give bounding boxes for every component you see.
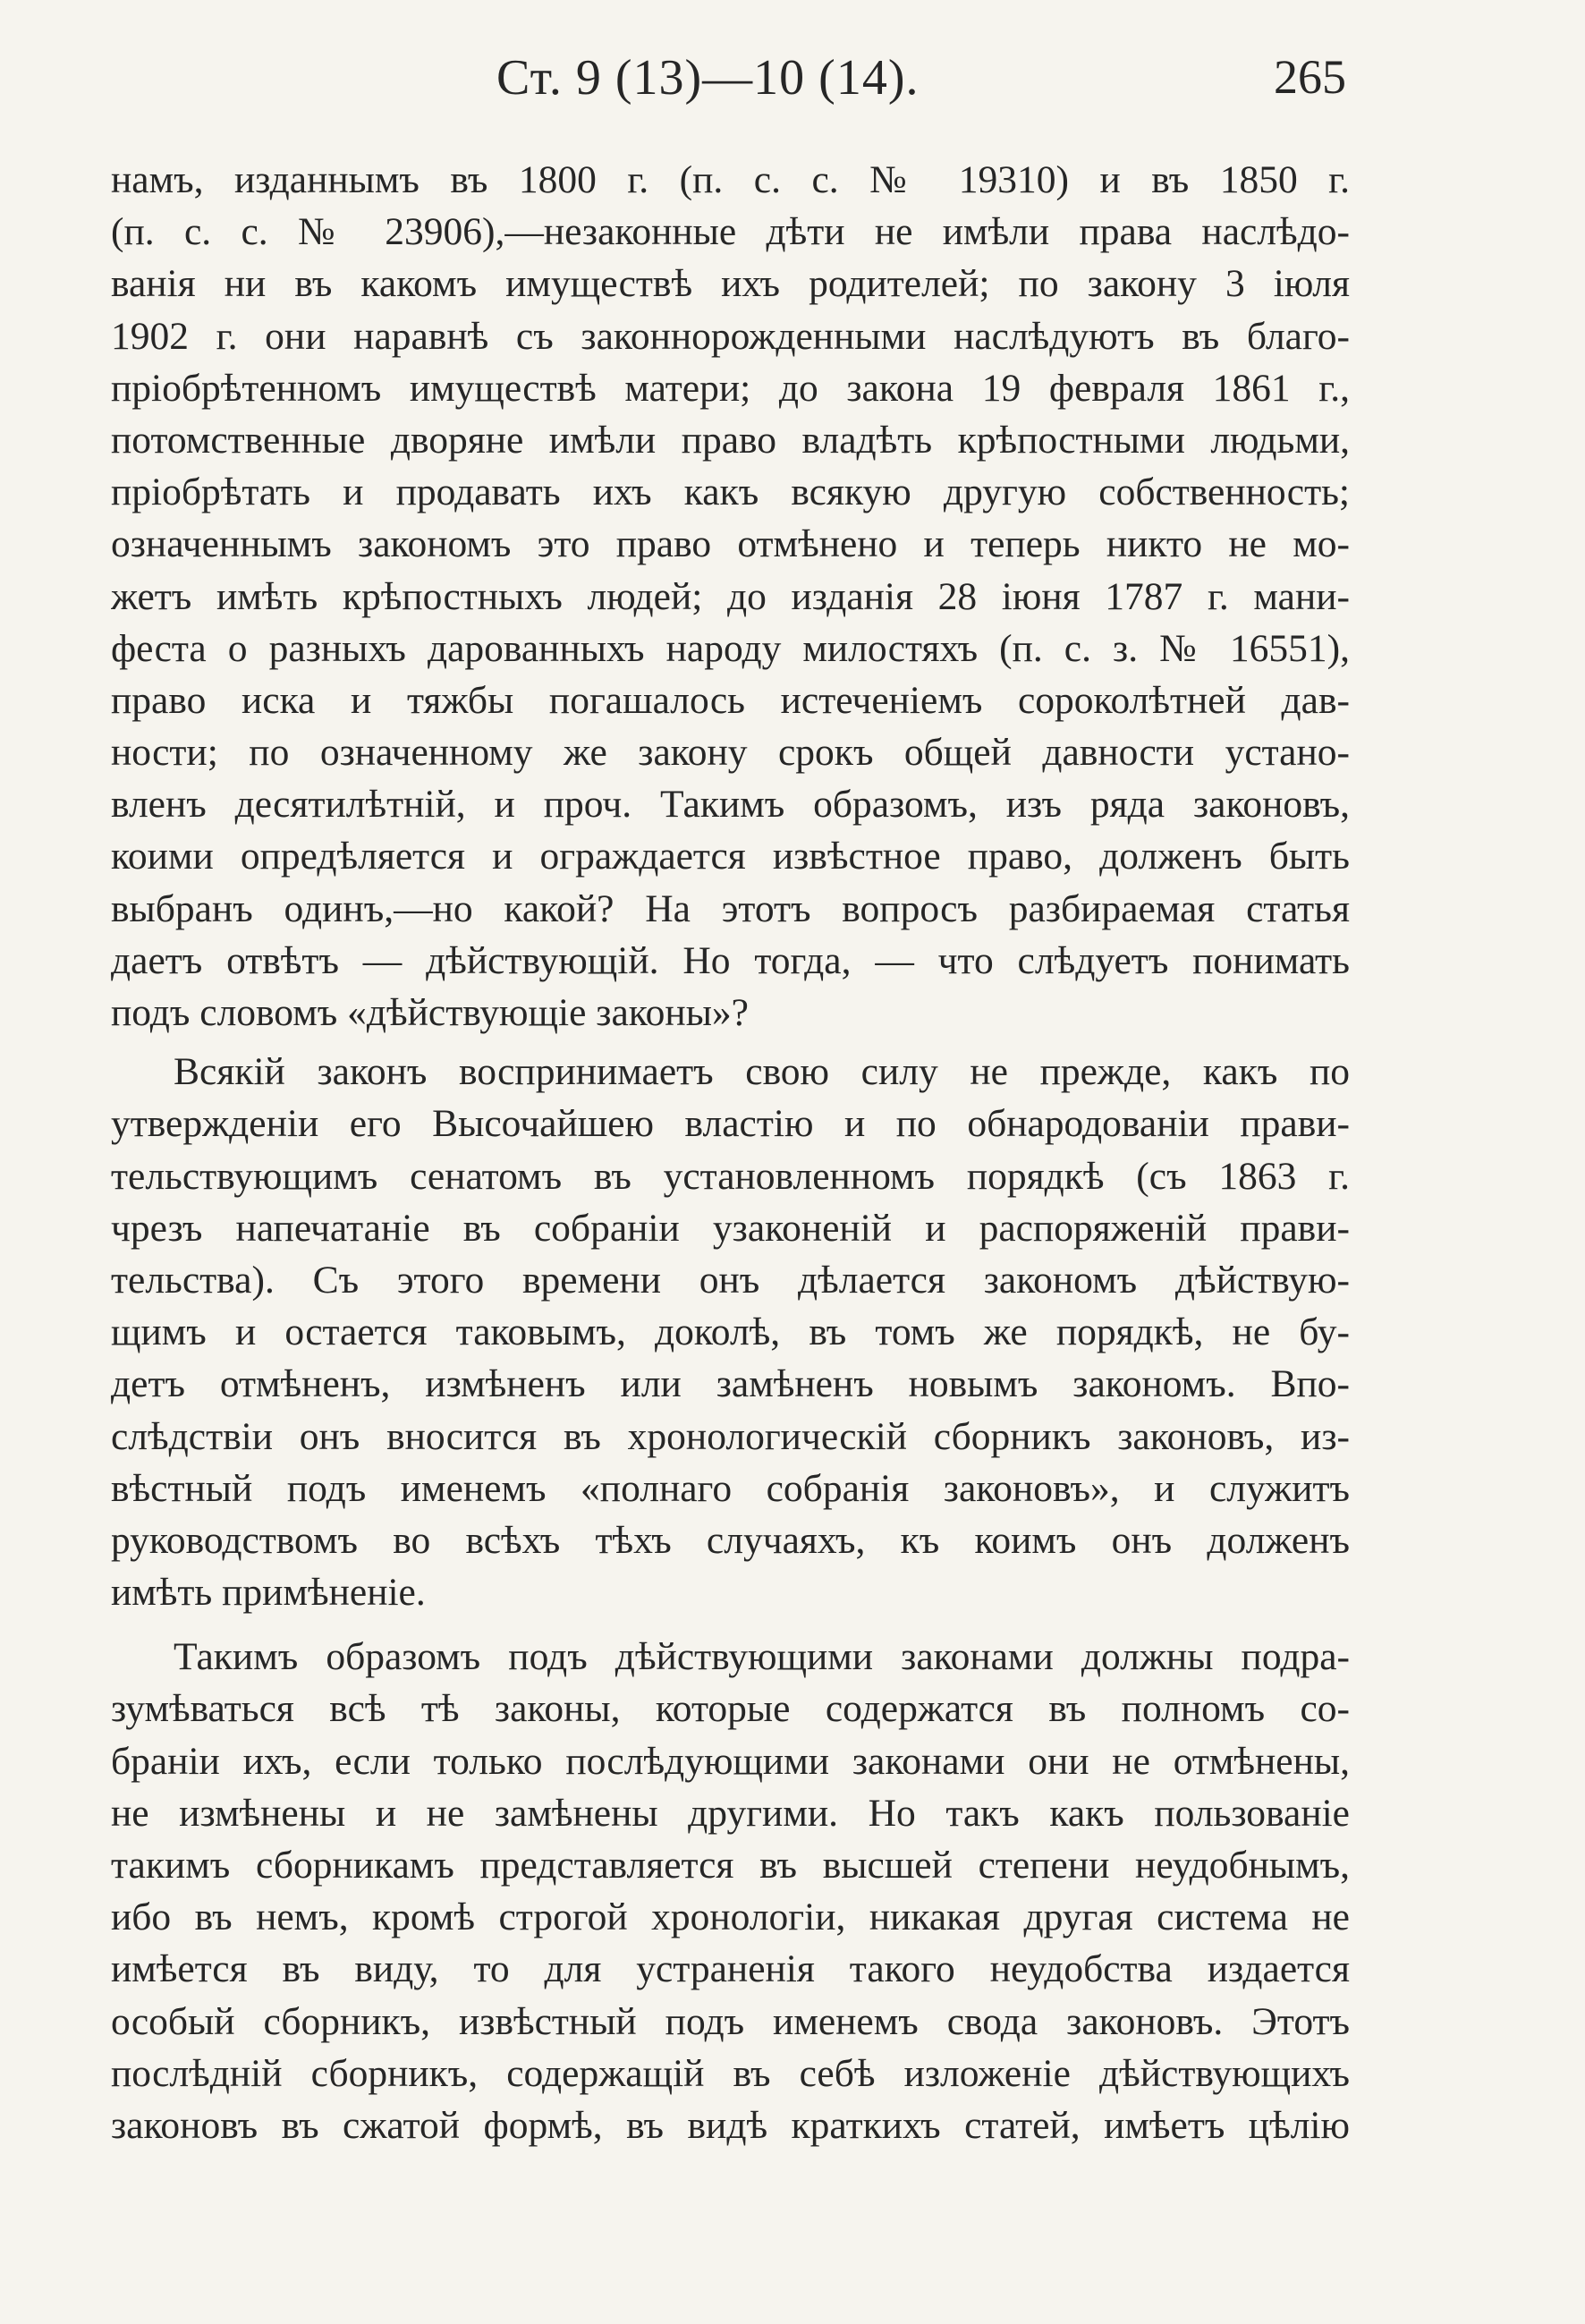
- text-line: даетъ отвѣтъ — дѣйствующій. Но тогда, — что слѣдуетъ понимать: [111, 938, 1350, 982]
- running-title: Ст. 9 (13)—10 (14).: [496, 50, 920, 106]
- text-line: зумѣваться всѣ тѣ законы, которые содержатся въ полномъ со-: [111, 1687, 1350, 1731]
- paragraph-2: [111, 1046, 1350, 1618]
- text-line: жетъ имѣть крѣпостныхъ людей; до изданія 28 іюня 1787 г. мани-: [111, 574, 1350, 618]
- text-line: ности; по означенному же закону срокъ общей давности устано-: [111, 731, 1350, 775]
- text-line: такимъ сборникамъ представляется въ высшей степени неудобнымъ,: [111, 1844, 1350, 1887]
- text-line: слѣдствіи онъ вносится въ хронологическій сборникъ законовъ, из-: [111, 1414, 1350, 1458]
- text-line: имѣть примѣненіе.: [111, 1571, 426, 1615]
- text-line: щимъ и остается таковымъ, доколѣ, въ томъ же порядкѣ, не бу-: [111, 1310, 1350, 1354]
- text-line: 1902 г. они наравнѣ съ законнорожденными наслѣдуютъ въ благо-: [111, 314, 1350, 358]
- text-line: пріобрѣтать и продавать ихъ какъ всякую другую собственность;: [111, 471, 1350, 514]
- text-line: законовъ въ сжатой формѣ, въ видѣ краткихъ статей, имѣетъ цѣлію: [111, 2103, 1350, 2147]
- text-line: (п. с. с. № 23906),—незаконные дѣти не имѣли права наслѣдо-: [111, 210, 1350, 254]
- text-line: руководствомъ во всѣхъ тѣхъ случаяхъ, къ коимъ онъ долженъ: [111, 1518, 1350, 1562]
- paragraph-1: [111, 154, 1350, 1039]
- paragraph-3: [111, 1631, 1350, 2151]
- text-line: браніи ихъ, если только послѣдующими законами они не отмѣнены,: [111, 1739, 1350, 1783]
- text-line: имѣется въ виду, то для устраненія такого неудобства издается: [111, 1947, 1350, 1991]
- text-line: подъ словомъ «дѣйствующіе законы»?: [111, 991, 749, 1034]
- text-line: коими опредѣляется и ограждается извѣстное право, долженъ быть: [111, 835, 1350, 878]
- text-line: выбранъ одинъ,—но какой? На этотъ вопросъ разбираемая статья: [111, 886, 1350, 930]
- text-line: феста о разныхъ дарованныхъ народу милостяхъ (п. с. з. № 16551),: [111, 626, 1350, 670]
- page-header: [0, 49, 1585, 121]
- text-line: потомственные дворяне имѣли право владѣть крѣпостными людьми,: [111, 418, 1350, 462]
- text-line: тельствующимъ сенатомъ въ установленномъ порядкѣ (съ 1863 г.: [111, 1154, 1350, 1198]
- text-line: послѣдній сборникъ, содержащій въ себѣ изложеніе дѣйствующихъ: [111, 2051, 1350, 2095]
- text-line: намъ, изданнымъ въ 1800 г. (п. с. с. № 19310) и въ 1850 г.: [111, 158, 1350, 201]
- text-line: пріобрѣтенномъ имуществѣ матери; до закона 19 февраля 1861 г.,: [111, 366, 1350, 410]
- text-line: Всякій законъ воспринимаетъ свою силу не прежде, какъ по: [174, 1050, 1350, 1094]
- text-line: вѣстный подъ именемъ «полнаго собранія законовъ», и служитъ: [111, 1466, 1350, 1510]
- body-text: [111, 154, 1350, 2151]
- text-line: вленъ десятилѣтній, и проч. Такимъ образомъ, изъ ряда законовъ,: [111, 783, 1350, 827]
- text-line: ванія ни въ какомъ имуществѣ ихъ родителей; по закону 3 іюля: [111, 262, 1350, 306]
- text-line: означеннымъ закономъ это право отмѣнено и теперь никто не мо-: [111, 522, 1350, 566]
- text-line: чрезъ напечатаніе въ собраніи узаконеній и распоряженій прави-: [111, 1206, 1350, 1250]
- text-line: детъ отмѣненъ, измѣненъ или замѣненъ новымъ закономъ. Впо-: [111, 1362, 1350, 1406]
- page-number: 265: [1274, 50, 1346, 104]
- text-line: ибо въ немъ, кромѣ строгой хронологіи, никакая другая система не: [111, 1896, 1350, 1939]
- text-line: Такимъ образомъ подъ дѣйствующими законами должны подра-: [174, 1635, 1350, 1679]
- text-line: не измѣнены и не замѣнены другими. Но такъ какъ пользованіе: [111, 1791, 1350, 1835]
- text-line: право иска и тяжбы погашалось истеченіемъ сороколѣтней дав-: [111, 678, 1350, 722]
- text-line: особый сборникъ, извѣстный подъ именемъ свода законовъ. Этотъ: [111, 1999, 1350, 2043]
- text-line: тельства). Съ этого времени онъ дѣлается закономъ дѣйствую-: [111, 1258, 1350, 1302]
- text-line: утвержденіи его Высочайшею властію и по обнародованіи прави-: [111, 1102, 1350, 1146]
